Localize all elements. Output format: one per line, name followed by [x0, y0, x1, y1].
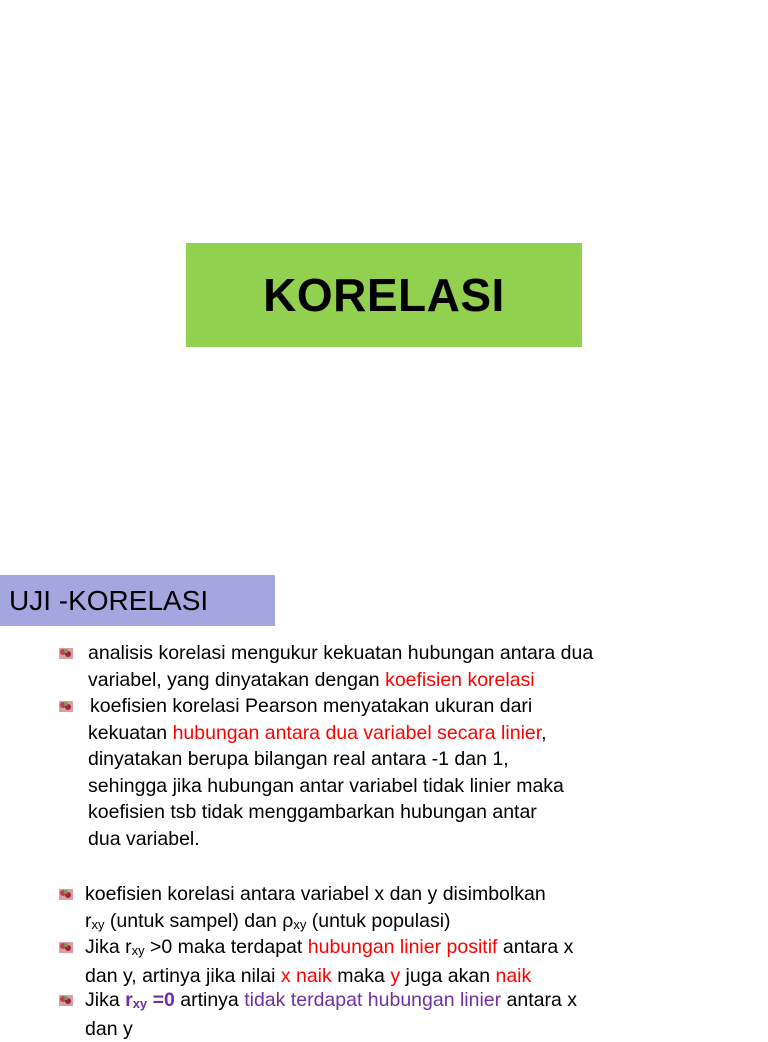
- flower-bullet-icon: [58, 994, 74, 1007]
- bullet-positif: [85, 934, 758, 989]
- section-header: [0, 575, 275, 626]
- text-span: artinya: [175, 989, 244, 1011]
- bullet-nol: [85, 987, 758, 1042]
- text-span: variabel, yang dinyatakan dengan: [88, 669, 385, 691]
- text-line: sehingga jika hubungan antar variabel tidak linier maka: [88, 773, 758, 800]
- highlight-text: r: [125, 989, 133, 1011]
- text-span: (untuk populasi): [306, 910, 450, 932]
- bullet-analisis: [88, 640, 758, 693]
- text-span: antara x: [501, 989, 577, 1011]
- text-line: [85, 934, 758, 963]
- text-line: [88, 667, 758, 694]
- subscript: xy: [133, 996, 147, 1011]
- text-span: ,: [541, 722, 546, 744]
- highlight-text: tidak terdapat hubungan linier: [244, 989, 501, 1011]
- text-line: koefisien korelasi antara variabel x dan y disimbolkan: [85, 881, 758, 908]
- text-line: dan y: [85, 1016, 758, 1042]
- text-span: r: [85, 910, 92, 932]
- text-line: [85, 987, 758, 1016]
- text-line: koefisien korelasi Pearson menyatakan ukuran dari: [88, 693, 758, 720]
- text-span: dan y, artinya jika nilai: [85, 965, 281, 987]
- bullet-pearson: [88, 693, 758, 852]
- bullet-simbol: [85, 881, 758, 936]
- text-span: maka: [332, 965, 391, 987]
- subscript: xy: [92, 917, 105, 932]
- highlight-text: y: [390, 965, 400, 987]
- text-span: juga akan: [400, 965, 495, 987]
- highlight-text: hubungan linier positif: [308, 936, 498, 958]
- page-title: KORELASI: [263, 268, 505, 322]
- highlight-text: naik: [495, 965, 531, 987]
- title-box: [186, 243, 582, 347]
- rho-symbol: ρ: [282, 910, 293, 932]
- highlight-text: hubungan antara dua variabel secara linier: [173, 722, 542, 744]
- flower-bullet-icon: [58, 647, 74, 660]
- text-line: dinyatakan berupa bilangan real antara -1 dan 1,: [88, 746, 758, 773]
- flower-bullet-icon: [58, 888, 74, 901]
- subscript: xy: [293, 917, 306, 932]
- text-span: Jika r: [85, 936, 132, 958]
- text-line: dua variabel.: [88, 826, 758, 853]
- text-span: antara x: [497, 936, 573, 958]
- flower-bullet-icon: [58, 700, 74, 713]
- text-span: Jika: [85, 989, 125, 1011]
- text-line: [85, 963, 758, 990]
- text-line: [88, 720, 758, 747]
- text-line: koefisien tsb tidak menggambarkan hubungan antar: [88, 799, 758, 826]
- highlight-text: koefisien korelasi: [385, 669, 535, 691]
- text-span: >0 maka terdapat: [145, 936, 308, 958]
- subscript: xy: [132, 943, 145, 958]
- highlight-text: x naik: [281, 965, 332, 987]
- text-span: kekuatan: [88, 722, 173, 744]
- flower-bullet-icon: [58, 941, 74, 954]
- section-title: UJI -KORELASI: [0, 585, 208, 617]
- text-span: (untuk sampel) dan: [105, 910, 283, 932]
- highlight-text: =0: [147, 989, 175, 1011]
- text-line: [85, 908, 758, 937]
- text-line: analisis korelasi mengukur kekuatan hubungan antara dua: [88, 640, 758, 667]
